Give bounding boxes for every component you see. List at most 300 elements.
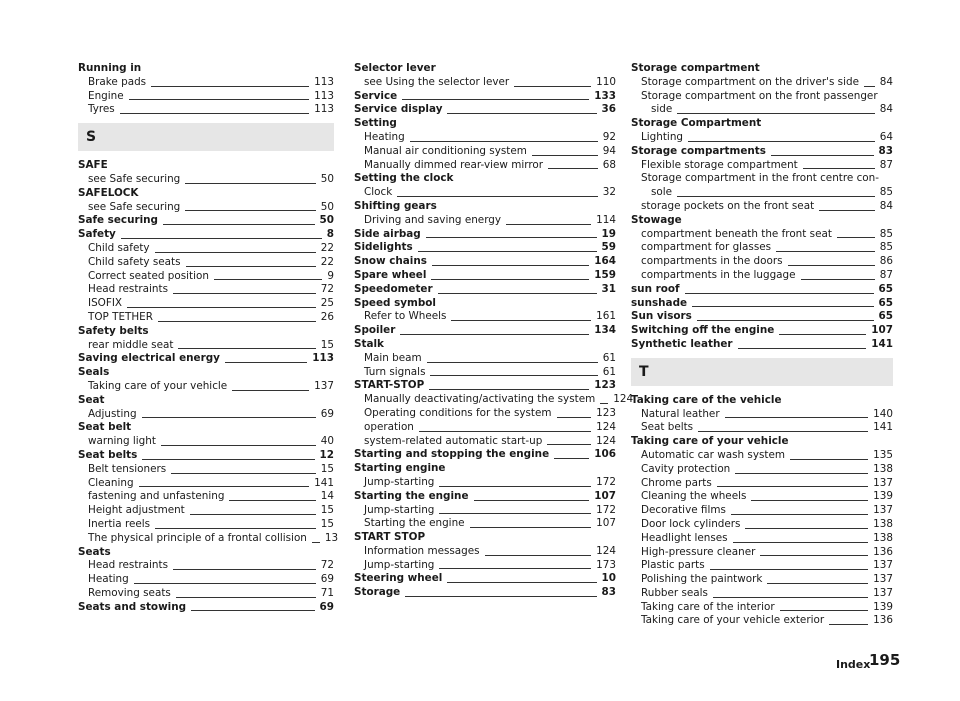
index-entry-label: Polishing the paintwork [641,573,763,586]
index-entry[interactable] [631,559,893,573]
index-entry[interactable] [354,255,616,269]
index-entry-label: Sidelights [354,241,413,254]
index-entry-label: Engine [88,89,124,102]
index-entry-label: Automatic car wash system [641,448,785,461]
index-column-1 [78,62,339,614]
index-entry-page: 124 [596,544,616,557]
leader-line [677,196,875,197]
index-heading: START STOP [354,531,426,544]
leader-line [173,293,316,294]
index-entry[interactable] [78,463,334,477]
leader-line [600,403,608,404]
index-entry[interactable] [631,338,893,352]
leader-line [173,569,316,570]
index-entry-label: Storage [354,586,401,599]
leader-line [410,141,598,142]
index-entry[interactable] [354,490,616,504]
section-letter-heading: S [78,123,334,151]
index-entry-page: 110 [596,75,616,88]
index-entry[interactable] [354,310,616,324]
index-entry[interactable] [354,421,616,435]
index-entry-page: 139 [873,600,893,613]
index-entry-label: Lighting [641,130,683,143]
index-entry-page: 22 [320,255,334,268]
index-entry-page: 136 [873,545,893,558]
index-entry-label: Switching off the engine [631,324,775,337]
index-entry-page: 113 [312,352,334,365]
index-entry-page: 25 [320,297,334,310]
index-entry-page: 68 [602,158,616,171]
index-entry-label: Jump-starting [364,558,435,571]
leader-line [506,224,591,225]
leader-line [178,348,315,349]
index-entry-label: side [651,103,673,116]
index-entry-label: Belt tensioners [88,462,167,475]
index-entry[interactable] [354,76,616,90]
index-entry-label: sole [651,186,673,199]
index-heading: Taking care of the vehicle [631,393,782,406]
leader-line [803,168,875,169]
index-entry-page: 92 [602,130,616,143]
index-entry[interactable] [631,614,893,628]
leader-line [685,293,874,294]
index-entry-page: 107 [871,324,893,337]
index-entry[interactable] [354,186,616,200]
index-entry[interactable] [78,477,334,491]
index-entry-label: Tyres [88,103,115,116]
index-entry-label: sunshade [631,296,688,309]
index-entry[interactable] [354,586,616,600]
index-entry-label: Spare wheel [354,268,427,281]
index-entry[interactable] [631,186,893,200]
index-entry[interactable] [354,269,616,283]
index-entry[interactable] [354,145,616,159]
index-entry-page: 36 [601,103,616,116]
index-entry-label: Child safety seats [88,255,181,268]
leader-line [819,210,875,211]
leader-line [698,431,868,432]
leader-line [547,444,591,445]
leader-line [186,266,316,267]
leader-line [426,237,597,238]
index-entry[interactable] [78,173,334,187]
index-entry-label: Taking care of your vehicle [88,379,228,392]
index-entry-label: sun roof [631,282,680,295]
index-entry-label: fastening and unfastening [88,490,225,503]
index-entry[interactable] [78,587,334,601]
index-entry-label: Storage compartments [631,144,766,157]
index-entry-label: Inertia reels [88,517,151,530]
index-entry[interactable] [78,76,334,90]
index-entry[interactable] [631,573,893,587]
index-entry[interactable] [78,408,334,422]
index-entry[interactable] [631,241,893,255]
leader-line [139,486,310,487]
index-entry[interactable] [631,310,893,324]
index-entry[interactable] [354,407,616,421]
leader-line [439,513,591,514]
index-entry[interactable] [78,214,334,228]
index-entry-page: 94 [602,144,616,157]
index-entry-page: 137 [873,504,893,517]
index-entry[interactable] [631,159,893,173]
leader-line [677,113,874,114]
leader-line [155,252,316,253]
index-entry-page: 107 [594,489,616,502]
leader-line [402,99,589,100]
index-entry[interactable] [631,283,893,297]
index-entry-page: 123 [596,406,616,419]
index-entry-label: TOP TETHER [88,310,153,323]
index-entry-label: Information messages [364,544,480,557]
index-entry[interactable] [631,103,893,117]
index-entry-page: 141 [314,476,334,489]
index-entry-label: Spoiler [354,324,396,337]
index-entry-page: 10 [601,572,616,585]
leader-line [779,334,866,335]
leader-line [127,307,316,308]
index-entry-page: 22 [320,241,334,254]
leader-line [470,527,592,528]
index-entry-label: Manually dimmed rear-view mirror [364,158,543,171]
index-entry-label: Driving and saving energy [364,213,502,226]
index-entry[interactable] [354,283,616,297]
index-entry-label: Cleaning [88,476,134,489]
index-entry-label: Jump-starting [364,475,435,488]
index-entry-page: 14 [320,490,334,503]
index-entry-page: 59 [601,241,616,254]
leader-line [312,542,320,543]
index-entry-page: 161 [596,310,616,323]
index-heading: Safety belts [78,324,149,337]
index-entry[interactable] [78,352,334,366]
index-entry[interactable] [78,339,334,353]
index-heading: Setting [354,117,397,130]
index-entry[interactable] [354,214,616,228]
index-entry[interactable] [354,366,616,380]
index-heading: Seat belt [78,421,132,434]
index-entry[interactable] [78,228,334,242]
index-entry[interactable] [354,448,616,462]
index-entry-label: Adjusting [88,407,137,420]
index-entry[interactable] [631,408,893,422]
index-entry[interactable] [78,559,334,573]
index-entry[interactable] [78,435,334,449]
index-entry-label: Steering wheel [354,572,443,585]
index-entry-page: 19 [601,227,616,240]
index-entry[interactable] [78,297,334,311]
index-entry-page: 137 [873,586,893,599]
leader-line [185,210,316,211]
index-entry[interactable] [631,421,893,435]
index-entry-page: 159 [594,268,616,281]
index-entry-label: Turn signals [364,365,426,378]
index-entry-label: compartment beneath the front seat [641,227,832,240]
index-entry-label: Safe securing [78,214,158,227]
index-entry-label: storage pockets on the front seat [641,199,815,212]
index-entry-page: 50 [320,172,334,185]
index-entry[interactable] [354,393,634,407]
index-entry-page: 137 [873,573,893,586]
leader-line [447,582,596,583]
index-entry-page: 113 [314,103,334,116]
index-entry[interactable] [354,241,616,255]
index-entry[interactable] [78,449,334,463]
leader-line [229,500,315,501]
index-heading: Seats [78,545,111,558]
index-entry[interactable] [354,352,616,366]
index-entry-label: system-related automatic start-up [364,434,543,447]
leader-line [432,265,589,266]
index-entry[interactable] [631,587,893,601]
leader-line [548,168,598,169]
index-entry-label: ISOFIX [88,297,122,310]
index-entry[interactable] [354,435,616,449]
index-entry-label: Chrome parts [641,476,712,489]
index-entry[interactable] [631,297,893,311]
index-entry-label: The physical principle of a frontal collision [88,531,307,544]
index-entry[interactable] [354,228,616,242]
index-entry-page: 65 [878,310,893,323]
leader-line [557,417,592,418]
index-entry-label: Service [354,89,398,102]
index-entry-page: 87 [879,158,893,171]
index-entry-label: Side airbag [354,227,421,240]
index-entry-label: Plastic parts [641,559,705,572]
index-entry[interactable] [631,131,893,145]
leader-line [400,334,589,335]
index-heading: Starting engine [354,462,446,475]
index-entry[interactable] [631,228,893,242]
index-heading: Selector lever [354,62,436,74]
index-entry-label: Decorative films [641,504,726,517]
index-entry-label: Manually deactivating/activating the system [364,393,596,406]
leader-line [767,583,868,584]
leader-line [429,389,589,390]
index-entry[interactable] [631,601,893,615]
index-entry-page: 172 [596,503,616,516]
index-entry[interactable] [78,573,334,587]
leader-line [120,113,309,114]
index-entry[interactable] [78,311,334,325]
leader-line [142,459,314,460]
index-entry-page: 65 [878,296,893,309]
index-entry-page: 72 [320,559,334,572]
index-entry-page: 85 [879,186,893,199]
index-entry-label: Safety [78,228,116,241]
leader-line [176,597,316,598]
index-entry[interactable] [354,545,616,559]
index-entry-label: Snow chains [354,255,427,268]
index-heading: Storage Compartment [631,117,762,130]
index-entry-label: Refer to Wheels [364,310,447,323]
index-entry-label: operation [364,420,414,433]
leader-line [405,596,596,597]
index-entry-label: Correct seated position [88,269,209,282]
index-entry-page: 31 [601,282,616,295]
leader-line [485,555,592,556]
index-entry-label: Manual air conditioning system [364,144,527,157]
index-entry[interactable] [354,90,616,104]
index-entry-label: Flexible storage compartment [641,158,798,171]
leader-line [232,390,309,391]
index-entry-label: Storage compartment on the front passenger [641,89,878,102]
index-entry[interactable] [354,103,616,117]
index-entry[interactable] [78,601,334,615]
index-entry[interactable] [78,531,339,546]
index-entry[interactable] [354,159,616,173]
footer-section-label: Index [836,658,871,671]
index-entry[interactable] [78,283,334,297]
index-heading: Storage compartment [631,62,760,74]
index-entry-label: see Safe securing [88,172,181,185]
index-entry[interactable] [78,518,334,532]
index-entry[interactable] [631,490,893,504]
index-entry-label: Seats and stowing [78,600,187,613]
leader-line [142,417,316,418]
index-entry[interactable] [78,504,334,518]
index-entry-page: 140 [873,407,893,420]
index-heading: Setting the clock [354,172,454,185]
leader-line [771,155,874,156]
index-entry-page: 13 [324,531,339,544]
leader-line [474,500,590,501]
leader-line [451,320,591,321]
index-entry-page: 86 [879,255,893,268]
index-entry-page: 72 [320,283,334,296]
index-entry[interactable] [354,517,616,531]
index-entry[interactable] [631,449,893,463]
index-entry-label: warning light [88,435,156,448]
index-heading: Stalk [354,337,384,350]
index-heading: Seals [78,366,110,379]
leader-line [161,445,316,446]
index-entry[interactable] [631,463,893,477]
index-entry[interactable] [631,518,893,532]
index-entry[interactable] [631,504,893,518]
index-entry-label: Saving electrical energy [78,352,220,365]
index-entry-label: see Using the selector lever [364,75,510,88]
index-entry-page: 141 [873,421,893,434]
index-entry-label: Heating [88,573,129,586]
leader-line [438,293,597,294]
index-entry[interactable] [354,559,616,573]
leader-line [864,86,875,87]
index-entry-label: High-pressure cleaner [641,545,756,558]
index-entry[interactable] [631,255,893,269]
leader-line [713,597,868,598]
index-entry-page: 40 [320,435,334,448]
index-entry[interactable] [631,546,893,560]
leader-line [731,514,868,515]
index-entry[interactable] [631,76,893,90]
leader-line [129,99,310,100]
index-entry-page: 85 [879,241,893,254]
index-entry[interactable] [631,269,893,283]
index-entry[interactable] [354,504,616,518]
index-entry-label: rear middle seat [88,338,174,351]
index-entry-label: Brake pads [88,75,147,88]
index-entry[interactable] [631,324,893,338]
index-entry-label: see Safe securing [88,200,181,213]
index-entry-label: Height adjustment [88,504,185,517]
index-entry-label: Speedometer [354,282,433,295]
index-entry-label: Starting the engine [364,517,465,530]
index-entry-page: 135 [873,448,893,461]
leader-line [788,265,875,266]
index-entry-page: 61 [602,351,616,364]
index-entry-page: 141 [871,337,893,350]
index-entry[interactable] [78,201,334,215]
index-entry-label: Taking care of the interior [641,600,775,613]
leader-line [514,86,591,87]
index-entry[interactable] [631,477,893,491]
index-column-2 [354,62,634,600]
index-entry-page: 15 [320,517,334,530]
index-entry[interactable] [78,380,334,394]
index-entry-page: 69 [320,407,334,420]
leader-line [430,375,597,376]
index-entry-label: Storage compartment on the driver's side [641,75,859,88]
leader-line [745,528,868,529]
index-entry-label: Head restraints [88,559,168,572]
index-heading: Shifting gears [354,199,437,212]
index-entry[interactable] [78,270,334,284]
leader-line [121,238,322,239]
index-entry-label: Child safety [88,241,150,254]
leader-line [439,568,591,569]
index-entry[interactable] [78,90,334,104]
index-entry-page: 138 [873,531,893,544]
leader-line [431,279,589,280]
index-entry-label: Heating [364,130,405,143]
index-entry-page: 61 [602,365,616,378]
index-entry[interactable] [354,379,616,393]
index-entry-page: 138 [873,517,893,530]
leader-line [717,486,868,487]
index-entry[interactable] [354,131,616,145]
index-entry-label: Headlight lenses [641,531,728,544]
index-entry[interactable] [354,572,616,586]
index-entry-page: 83 [601,586,616,599]
leader-line [163,224,315,225]
index-entry[interactable] [78,256,334,270]
index-entry[interactable] [78,242,334,256]
index-entry[interactable] [631,145,893,159]
index-entry[interactable] [354,476,616,490]
leader-line [439,486,591,487]
index-entry-page: 164 [594,255,616,268]
index-entry-page: 32 [602,186,616,199]
index-entry-label: compartments in the doors [641,255,783,268]
index-entry-page: 15 [320,504,334,517]
leader-line [418,251,597,252]
index-entry[interactable] [354,324,616,338]
index-entry-page: 124 [613,393,634,406]
leader-line [760,555,868,556]
index-entry-label: Jump-starting [364,503,435,516]
index-entry-label: Cavity protection [641,462,731,475]
index-entry[interactable] [631,532,893,546]
leader-line [776,251,875,252]
index-entry[interactable] [631,200,893,214]
index-entry-page: 84 [879,75,893,88]
index-entry[interactable] [78,490,334,504]
index-entry[interactable] [78,103,334,117]
leader-line [735,473,868,474]
index-entry-page: 87 [879,268,893,281]
index-entry-label: Storage compartment in the front centre con- [641,172,879,185]
